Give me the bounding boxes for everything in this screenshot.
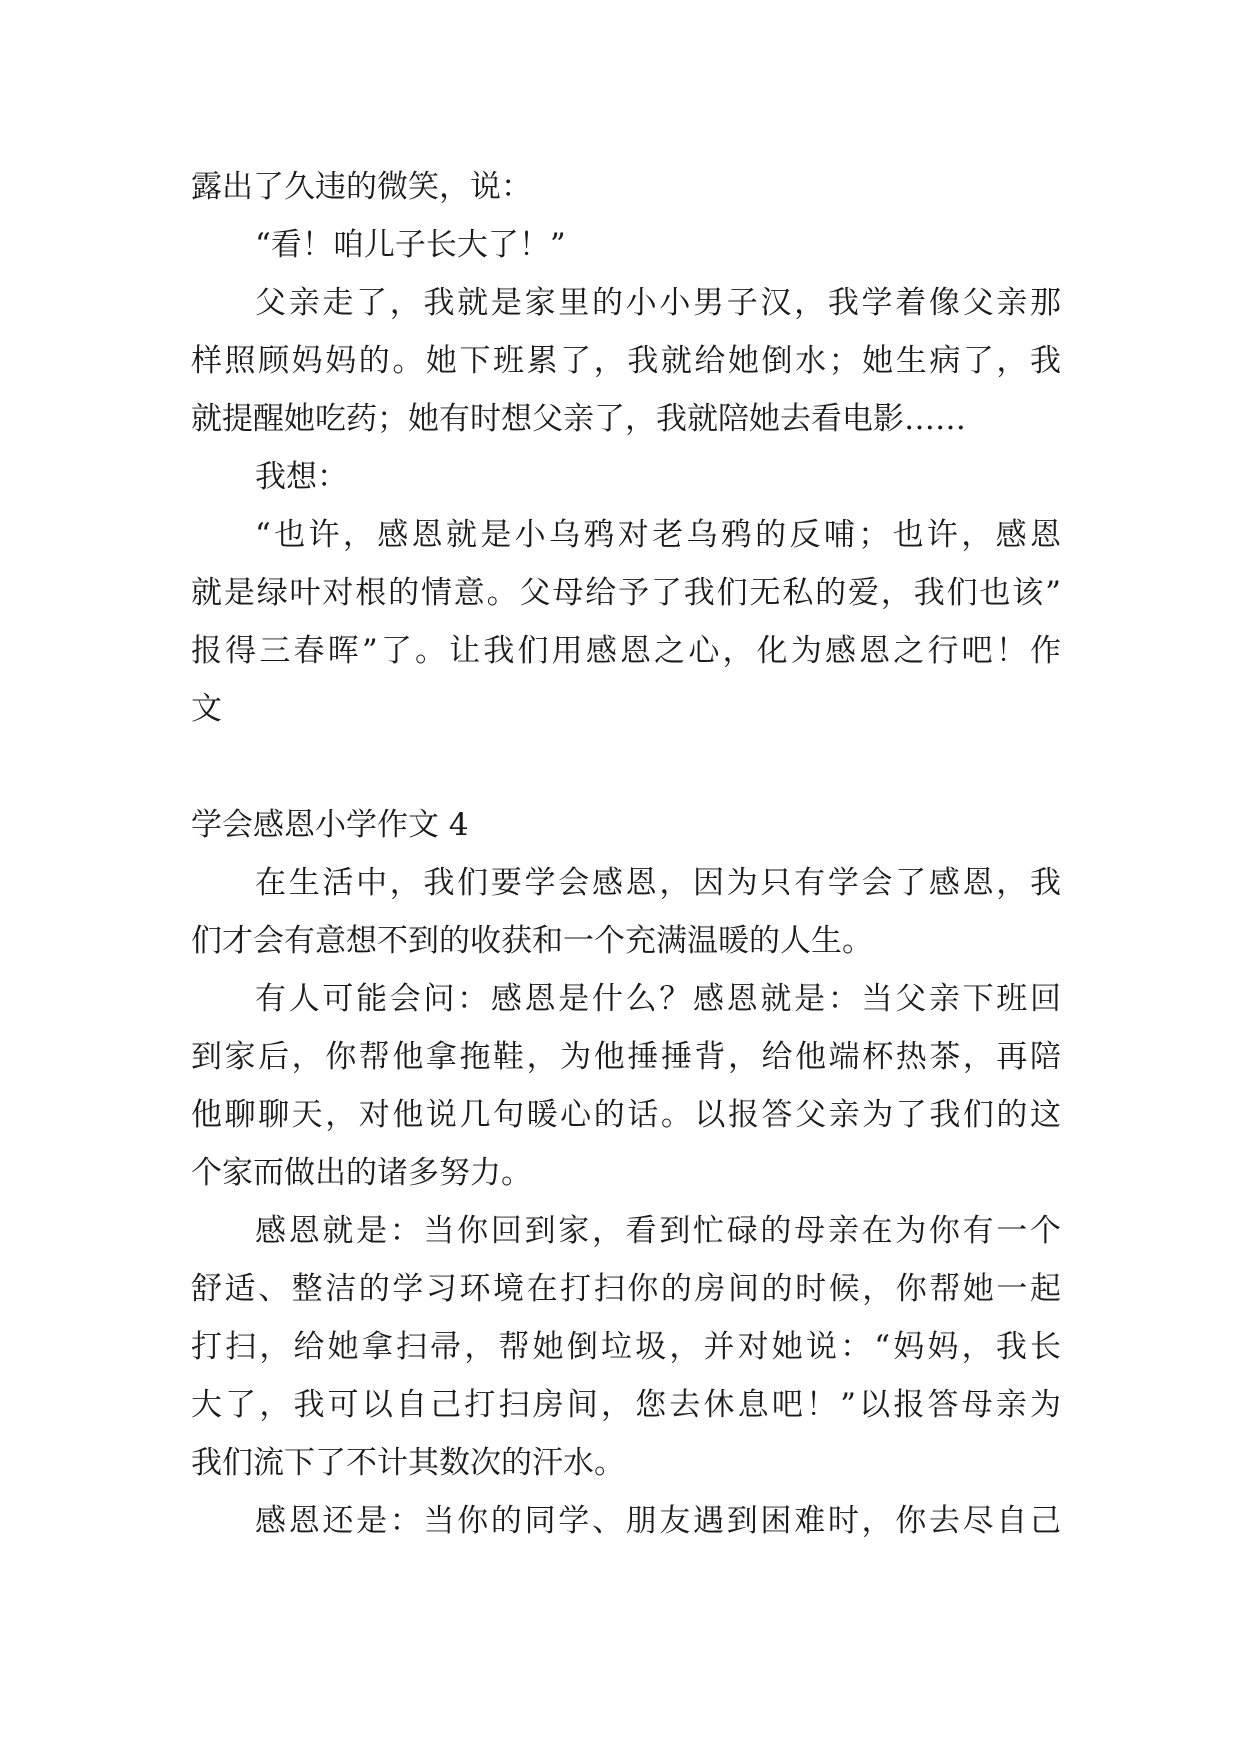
text-line: 文 — [191, 691, 222, 727]
text-line: 就是绿叶对根的情意。父母给予了我们无私的爱，我们也该” — [191, 575, 1061, 611]
text-line: 在生活中，我们要学会感恩，因为只有学会了感恩，我 — [255, 865, 1061, 901]
text-line: “看！咱儿子长大了！” — [255, 227, 566, 263]
text-line: 就提醒她吃药；她有时想父亲了，我就陪她去看电影…… — [191, 401, 966, 437]
text-line: 我们流下了不计其数次的汗水。 — [191, 1445, 625, 1481]
text-line: 感恩就是：当你回到家，看到忙碌的母亲在为你有一个 — [255, 1213, 1061, 1249]
document-body — [191, 158, 1061, 1550]
text-line: 舒适、整洁的学习环境在打扫你的房间的时候，你帮她一起 — [191, 1271, 1061, 1307]
text-line: 大了，我可以自己打扫房间，您去休息吧！”以报答母亲为 — [191, 1387, 1061, 1423]
text-line: 感恩还是：当你的同学、朋友遇到困难时，你去尽自己 — [255, 1503, 1061, 1539]
text-line: 他聊聊天，对他说几句暖心的话。以报答父亲为了我们的这 — [191, 1097, 1061, 1133]
text-line: 们才会有意想不到的收获和一个充满温暖的人生。 — [191, 923, 873, 959]
text-line: 打扫，给她拿扫帚，帮她倒垃圾，并对她说：“妈妈，我长 — [191, 1329, 1061, 1365]
text-line: 有人可能会问：感恩是什么？感恩就是：当父亲下班回 — [255, 981, 1061, 1017]
text-line: 报得三春晖”了。让我们用感恩之心，化为感恩之行吧！作 — [191, 633, 1061, 669]
paragraph-gap — [191, 738, 1061, 796]
text-line: 我想： — [255, 459, 348, 495]
text-line: 父亲走了，我就是家里的小小男子汉，我学着像父亲那 — [255, 285, 1061, 321]
text-line: 露出了久违的微笑，说： — [191, 169, 532, 205]
text-line: 到家后，你帮他拿拖鞋，为他捶捶背，给他端杯热茶，再陪 — [191, 1039, 1061, 1075]
text-line: 个家而做出的诸多努力。 — [191, 1155, 532, 1191]
section-title: 学会感恩小学作文 4 — [191, 807, 469, 843]
text-line: “也许，感恩就是小乌鸦对老乌鸦的反哺；也许，感恩 — [255, 517, 1061, 553]
text-line: 样照顾妈妈的。她下班累了，我就给她倒水；她生病了，我 — [191, 343, 1061, 379]
